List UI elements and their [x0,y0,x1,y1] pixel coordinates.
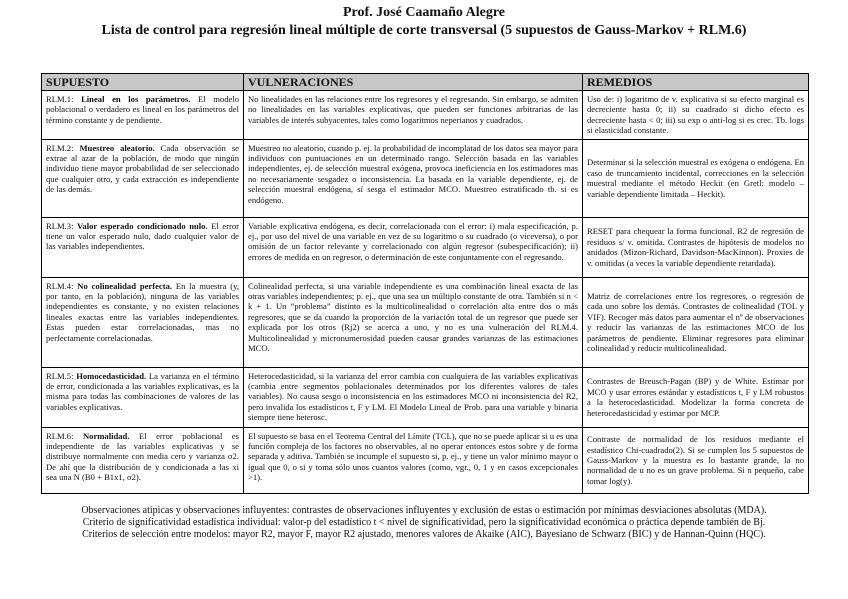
header-supuesto: SUPUESTO [42,74,244,91]
author-name: Prof. José Caamaño Alegre [342,5,505,20]
vulneraciones-cell: Colinealidad perfecta, si una variable independiente es una combinación lineal exacta de las otras variables independientes; p. ej., que una sea un múltiplo constante de otra. También si n < k + 1. Un “problema” distinto es la multicolinealidad o correlación alta entre dos o más regresores, que se da cuando la proporción de la variación total de un regresor que puede ser explicada por los otros (Rj2) se acerca a uno, y no es una vulneración del RLM.4. Multicolinealidad y micronumerosidad pueden causar grandes varianzas de las estimaciones MCO. [244,277,583,367]
supuesto-cell: RLM.1: Lineal en los parámetros. El modelo poblacional o verdadero es lineal en los parámetros del término constante y de pendiente. [42,91,244,140]
footer-note-significance: Criterio de significatividad estadística individual: valor-p del estadístico t < nivel de significatividad, pero la significatividad económica o práctica depende también de Bj. [82,517,766,528]
table-row [42,277,809,367]
table-row [42,427,809,493]
table-row [42,217,809,277]
remedios-cell: Matriz de correlaciones entre los regresores, o regresión de cada uno sobre los demás. Contrastes de colinealidad (TOL y VIF). Recoger más datos para aumentar el nº de observaciones y reducir las varianzas de las estimaciones MCO de los parámetros de pendiente. Eliminar regresores para eliminar colinealidad y reducir multicolinealidad. [583,277,809,367]
vulneraciones-cell: Heterocedasticidad, si la varianza del error cambia con cualquiera de las variables explicativas (cambia entre segmentos poblacionales determinados por los diferentes valores de tales variables). No causa sesgo o inconsistencia en los estimadores MCO ni inconsistencia del R2, pero invalida los estadísticos t, F y LM. El Modelo Lineal de Prob. para una variable y binaria siempre tiene heterosc. [244,367,583,427]
document-title: Lista de control para regresión lineal múltiple de corte transversal (5 supuestos de Gauss-Markov + RLM.6) [101,23,747,38]
table-row [42,91,809,140]
supuesto-cell: RLM.4: No colinealidad perfecta. En la muestra (y, por tanto, en la población), ninguna de las variables independientes es constante, y no existen relaciones lineales exactas entre las variables independientes. Estas pueden estar correlacionadas, mas no perfectamente correlacionadas. [42,277,244,367]
vulneraciones-cell: Muestreo no aleatorio, cuando p. ej. la probabilidad de incomplatad de los datos sea mayor para individuos con puntuaciones en un determinado rango. Selección basada en las variables independientes, ej. de selección muestral exógena, provoca ineficiencia en los estimadores mas no necesariamente sesgadez o inconsistencia. La basada en la variable dependiente, ej. de selección muestral endógena, sí sesga el estimador MCO. Muestreo estratificado tb. si es endógeno. [244,139,583,217]
header-remedios: REMEDIOS [583,74,809,91]
table-header-row [42,74,809,91]
vulneraciones-cell: El supuesto se basa en el Teorema Central del Límite (TCL), que no se puede aplicar si u es una función compleja de los factores no observables, al no operar entonces estos sobre y de forma separada y aditiva. También se incumple el supuesto si, p. ej., y tiene un valor mínimo mayor o igual que 0, o si y toma sólo unos cuantos valores (como, vgr., 0, 1 y en casos excepcionales >1). [244,427,583,493]
remedios-cell: Determinar si la selección muestral es exógena o endógena. En caso de truncamiento incidental, correcciones en la selección muestral mediante el método Heckit (en Gretl: modelo – variable dependiente limitada – Heckit). [583,139,809,217]
table-row [42,139,809,217]
vulneraciones-cell: Variable explicativa endógena, es decir, correlacionada con el error: i) mala especificación, p. ej., por uso del nivel de una variable en vez de su logaritmo o su cuadrado (o viceversa), o por omisión de un factor relevante y correlacionado con algún regresor (subespecificación); ii) errores de medida en un regresor, o determinación de este conjuntamente con el regresando. [244,217,583,277]
supuesto-cell: RLM.5: Homocedasticidad. La varianza en el término de error, condicionada a las variables explicativas, es la misma para todas las combinaciones de valores de las variables explicativas. [42,367,244,427]
remedios-cell: Contrastes de Breusch-Pagan (BP) y de White. Estimar por MCO y usar errores estándar y estadísticos t, F y LM robustos a la heterocedasticidad. Modelizar la forma concreta de heterocedasticidad y estimar por MCP. [583,367,809,427]
checklist-table [41,73,809,494]
supuesto-cell: RLM.6: Normalidad. El error poblacional es independiente de las variables explicativas y se distribuye normalmente con media cero y varianza σ2. De ahí que la distribución de y condicionada a las xi sea una N (B0 + B1x1, σ2). [42,427,244,493]
remedios-cell: Uso de: i) logaritmo de v. explicativa si su efecto marginal es decreciente hasta 0; ii) su cuadrado si dicho efecto es decreciente hasta < 0; iii) su exp o anti-log si es crec. Tb. logs si elasticidad constante. [583,91,809,140]
footer-notes [0,505,848,541]
supuesto-cell: RLM.3: Valor esperado condicionado nulo. El error tiene un valor esperado nulo, dado cualquier valor de las variables independientes. [42,217,244,277]
remedios-cell: Contraste de normalidad de los residuos mediante el estadístico Chi-cuadrado(2). Si se cumplen los 5 supuestos de Gauss-Markov y la muestra es lo bastante grande, la no normalidad de u no es un grave problema. Si n pequeño, cabe tomar log(y). [583,427,809,493]
table-row [42,367,809,427]
footer-note-outliers: Observaciones atípicas y observaciones influyentes: contrastes de observaciones influyentes y exclusión de estas o estimación por mínimas desviaciones absolutas (MDA). [81,505,767,516]
vulneraciones-cell: No linealidades en las relaciones entre los regresores y el regresando. Sin embargo, se admiten no linealidades en las variables explicativas, que pueden ser funciones arbitrarias de las variables de interés subyacentes, tales como logaritmos neperianos y cuadrados. [244,91,583,140]
header-vulneraciones: VULNERACIONES [244,74,583,91]
remedios-cell: RESET para chequear la forma funcional. R2 de regresión de residuos s/ v. omitida. Contrastes de hipótesis de modelos no anidados (Mizon-Richard, Davidson-MacKinnon). Proxies de v. omitidas (a veces la variable dependiente retardada). [583,217,809,277]
footer-note-model-selection: Criterios de selección entre modelos: mayor R2, mayor F, mayor R2 ajustado, menores valores de Akaike (AIC), Bayesiano de Schwarz (BIC) y de Hannan-Quinn (HQC). [82,529,766,540]
supuesto-cell: RLM.2: Muestreo aleatorio. Cada observación se extrae al azar de la población, de modo que ningún individuo tiene mayor probabilidad de ser seleccionado que cualquier otro, y cada extracción es independiente de las demás. [42,139,244,217]
